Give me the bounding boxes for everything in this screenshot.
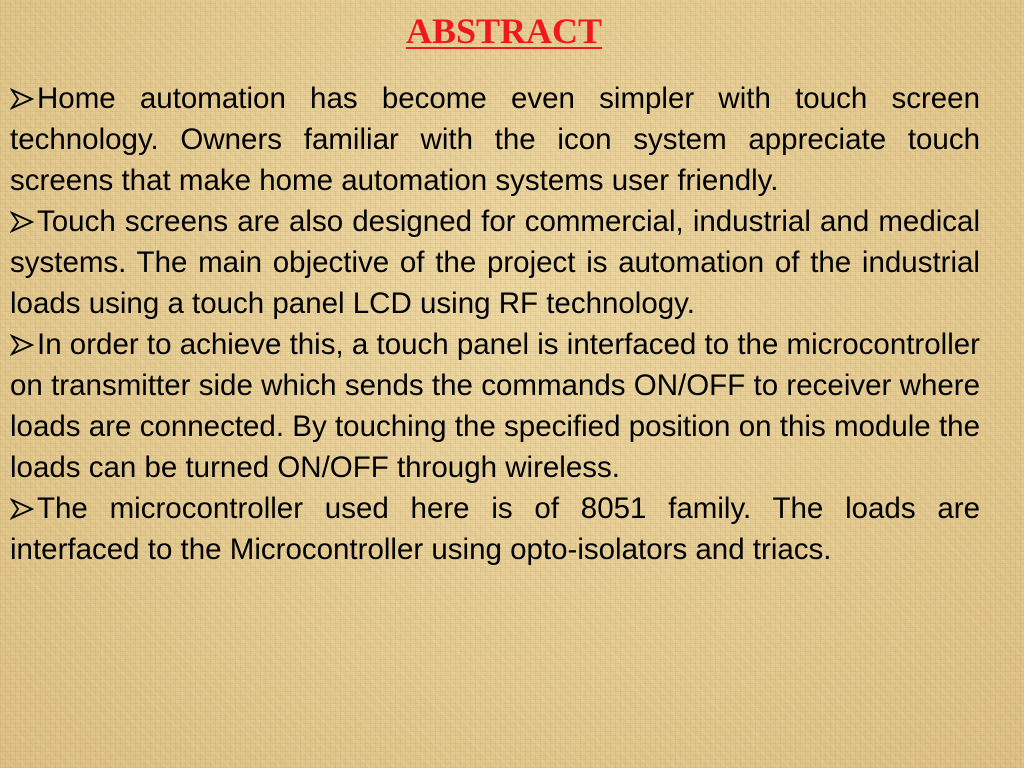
bullet-text: The microcontroller used here is of 8051 family. The loads are interfaced to the Microcontroller using opto-isolators and triacs. [10, 492, 980, 566]
bullet-text: In order to achieve this, a touch panel is interfaced to the microcontroller on transmitter side which sends the commands ON/OFF to receiver where loads are connected. By touching the specified position on this module the loads can be turned ON/OFF through wireless. [10, 328, 980, 484]
arrow-bullet-icon [10, 88, 34, 110]
arrow-bullet-icon [10, 334, 34, 356]
slide-title-text: ABSTRACT [405, 11, 603, 51]
bullet-item [10, 201, 980, 324]
bullet-list [10, 78, 980, 570]
bullet-text: Home automation has become even simpler with touch screen technology. Owners familiar with the icon system appreciate touch screens that make home automation systems user friendly. [10, 82, 980, 197]
bullet-text: Touch screens are also designed for commercial, industrial and medical systems. The main objective of the project is automation of the industrial loads using a touch panel LCD using RF technology. [10, 205, 980, 320]
slide-title [0, 10, 1008, 52]
arrow-bullet-icon [10, 211, 34, 233]
arrow-bullet-icon [10, 498, 34, 520]
bullet-item [10, 324, 980, 488]
bullet-item [10, 78, 980, 201]
bullet-item [10, 488, 980, 570]
